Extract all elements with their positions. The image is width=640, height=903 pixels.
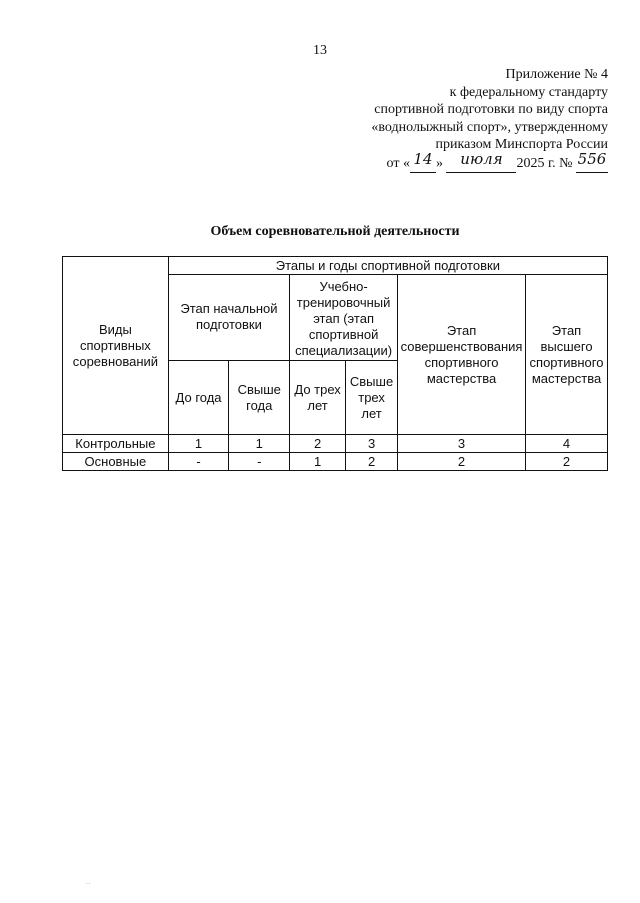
table-cell: 1 bbox=[229, 435, 290, 453]
date-month-handwritten: июля bbox=[460, 149, 503, 168]
date-day-handwritten: 14 bbox=[413, 149, 433, 168]
order-number-field bbox=[576, 149, 608, 174]
appendix-date-line bbox=[308, 149, 608, 174]
appendix-line-5: приказом Минспорта России bbox=[435, 137, 608, 152]
table-cell: 2 bbox=[398, 453, 526, 471]
table-cell: 4 bbox=[526, 435, 608, 453]
header-over-three-years: Свыше трех лет bbox=[346, 361, 398, 435]
date-month-field bbox=[446, 149, 516, 174]
date-year-text: 2025 г. № bbox=[516, 155, 573, 171]
table-cell: 2 bbox=[290, 435, 346, 453]
appendix-line-1: Приложение № 4 bbox=[505, 67, 608, 82]
header-over-year: Свыше года bbox=[229, 361, 290, 435]
header-stage-training: Учебно-тренировочный этап (этап спортивной специализации) bbox=[290, 275, 398, 361]
header-stage-highest: Этап высшего спортивного мастерства bbox=[526, 275, 608, 435]
appendix-line-3: спортивной подготовки по виду спорта bbox=[374, 102, 608, 117]
page-number: 13 bbox=[313, 43, 327, 58]
table-cell: 2 bbox=[526, 453, 608, 471]
table-cell: - bbox=[168, 453, 229, 471]
header-stages: Этапы и годы спортивной подготовки bbox=[168, 257, 607, 275]
appendix-header bbox=[308, 66, 608, 173]
header-up-to-year: До года bbox=[168, 361, 229, 435]
date-prefix: от « bbox=[386, 155, 410, 171]
competition-volume-table bbox=[62, 256, 608, 471]
row-label: Контрольные bbox=[63, 435, 169, 453]
table-cell: 3 bbox=[346, 435, 398, 453]
header-up-to-three-years: До трех лет bbox=[290, 361, 346, 435]
date-mid: » bbox=[435, 155, 443, 171]
table-cell: - bbox=[229, 453, 290, 471]
appendix-line-4: «воднолыжный спорт», утвержденному bbox=[371, 119, 608, 135]
table-cell: 2 bbox=[346, 453, 398, 471]
date-day-field bbox=[410, 149, 436, 174]
order-number-handwritten: 556 bbox=[577, 149, 607, 168]
footer-mark: . . bbox=[86, 880, 91, 886]
header-stage-initial: Этап начальной подготовки bbox=[168, 275, 289, 361]
table-cell: 1 bbox=[290, 453, 346, 471]
header-sport-types: Виды спортивных соревнований bbox=[63, 257, 169, 435]
table-cell: 3 bbox=[398, 435, 526, 453]
appendix-line-2: к федеральному стандарту bbox=[449, 84, 608, 100]
row-label: Основные bbox=[63, 453, 169, 471]
document-title: Объем соревновательной деятельности bbox=[210, 224, 460, 239]
table-cell: 1 bbox=[168, 435, 229, 453]
table-row bbox=[63, 435, 608, 453]
table-row bbox=[63, 453, 608, 471]
header-stage-improvement: Этап совершенствования спортивного мастерства bbox=[398, 275, 526, 435]
